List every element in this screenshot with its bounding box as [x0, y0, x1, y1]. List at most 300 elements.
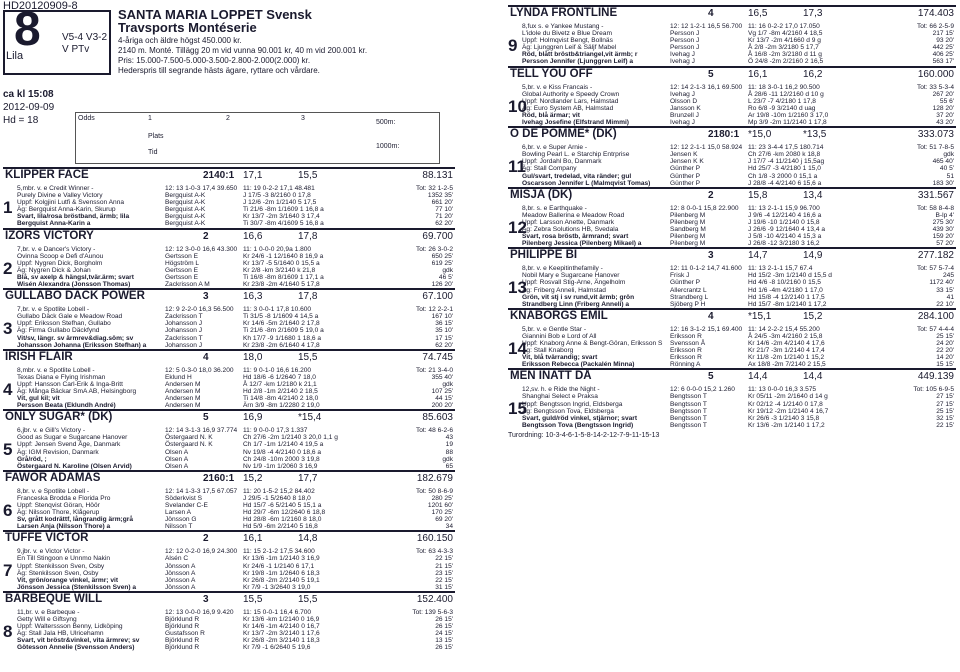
detail-line — [508, 233, 956, 240]
career-stats: 217 15' — [932, 30, 954, 38]
record-time: 17,3 — [803, 8, 823, 19]
detail-line — [3, 630, 455, 637]
detail-line — [508, 180, 956, 187]
hd-value: Hd = 18 — [3, 115, 39, 126]
total-earnings: 85.603 — [422, 412, 453, 424]
season-stats: 12: 14 1-3-3 17,5 67.057 — [165, 487, 238, 495]
detail-line — [3, 327, 455, 334]
detail-text: Äg: Bengtsson Tova, Eldsberga — [522, 407, 614, 415]
prev-season-stats: Kr 02/12 -4 1/2140 0 17,8 — [748, 400, 823, 408]
detail-line — [3, 488, 455, 495]
season-stats: Björklund R — [165, 637, 200, 645]
best-time: 15,8 — [748, 189, 768, 201]
prev-season-stats: Hd 15/7 -6 5/2140 5 15,1 a — [243, 502, 322, 509]
horse-details — [508, 326, 956, 369]
prev-season-stats: Hd 15/7 -8m 1/2140 1 17,2 — [748, 300, 827, 308]
career-stats: 69 20' — [435, 516, 453, 524]
best-time: 17,1 — [243, 170, 263, 181]
total-earnings: 449.139 — [917, 371, 954, 383]
prev-season-stats: 11: 20 1-5-2 15,2 84.402 — [243, 487, 315, 495]
game-type-1: V5-4 V3-2 — [62, 32, 108, 43]
detail-text: Uppf: Walterssson Benny, Lidköping — [17, 623, 123, 631]
detail-line — [508, 91, 956, 98]
season-stats: Olsson D — [670, 97, 698, 105]
horse-header — [3, 470, 455, 488]
prev-season-stats: 11: 9 0-1-0 16,6 16.200 — [243, 366, 312, 374]
career-stats: 107 25' — [431, 387, 453, 395]
prev-season-stats: 11: 14 2-2-2 15,4 55.200 — [748, 325, 820, 333]
prev-season-stats: Kr 7/9 -1 6/2640 5 19,6 — [243, 644, 311, 652]
prev-season-stats: 11: 18 3-0-1 16,2 90.500 — [748, 83, 820, 91]
prev-season-stats: Ti 21/6 -8m 2/1609 5 19,0 a — [243, 327, 324, 335]
career-stats: 32 15' — [936, 414, 954, 422]
detail-text: Uppf: Nygren Dick, Borgholm — [17, 259, 103, 267]
horse-header — [508, 247, 956, 265]
race-time-block — [3, 88, 54, 127]
prev-season-stats: Kr 14/6 -5m 2/1640 2 17,8 — [243, 320, 320, 328]
detail-text: Grön, vit stj i sv rund,vit ärmb; grön — [522, 293, 635, 301]
career-stats: Tot: 50 8-6-9 — [415, 487, 453, 495]
detail-text: Ovinna Scoop e Defi d'Aunou — [17, 252, 104, 260]
horse-name: TELL YOU OFF — [510, 67, 593, 80]
detail-line — [3, 342, 455, 349]
detail-text: Meadow Ballerina e Meadow Road — [522, 211, 625, 219]
start-distance: 4 — [203, 351, 209, 363]
race-number: 8 — [14, 3, 41, 56]
record-time: 16,2 — [803, 68, 823, 80]
season-stats: 12: 8 0-0-1 15,8 22.900 — [670, 204, 739, 212]
detail-text: Svart, lila/rosa bröstband, ärmb; lila — [17, 213, 130, 221]
detail-text: Strandberg Linn (Friberg Anneli) a — [522, 300, 630, 308]
season-stats: Günther P — [670, 172, 701, 180]
tid-label: Tid — [148, 149, 158, 156]
detail-text: Jönsson Jessica (Stenkilsson Sven) a — [17, 583, 137, 591]
detail-text: Äg: IGM Revision, Danmark — [17, 448, 99, 456]
prev-season-stats: Kh 17/7 -9 1/1680 1 18,6 a — [243, 334, 322, 342]
prev-season-stats: Kr 19/8 -1m 1/2640 6 18,3 — [243, 569, 320, 577]
horse-details — [3, 306, 455, 349]
horse-number: 10 — [508, 96, 527, 116]
season-stats: Söderkvist S — [165, 494, 203, 502]
career-stats: 44 15' — [435, 395, 453, 403]
season-stats: Gertsson E — [165, 266, 198, 274]
career-stats: 1201 60' — [427, 502, 453, 509]
detail-line — [3, 523, 455, 530]
career-stats: Tot: 57 5-7-4 — [916, 265, 954, 273]
detail-text: Uppf: Rosvall Stig-Arne, Ängelholm — [522, 279, 626, 287]
start-distance: 2 — [708, 189, 714, 201]
prev-season-stats: Hd 5/9 -6m 2/2140 5 16,8 — [243, 523, 318, 531]
horse-details — [3, 609, 455, 652]
prev-season-stats: Kr 14/6 -1m 4/2140 0 16,7 — [243, 623, 320, 631]
career-stats: Tot: 105 6-9-5 — [913, 386, 954, 394]
detail-text: Vit, blå tvärrandig; svart — [522, 354, 598, 362]
horse-details — [3, 367, 455, 410]
horse-number: 12 — [508, 217, 527, 237]
prev-season-stats: Ärn 3/9 -8m 1/2280 2 19,0 — [243, 402, 320, 410]
race-date: 2012-09-09 — [3, 102, 55, 113]
career-stats: 93 20' — [936, 37, 954, 45]
record-time: 15,5 — [298, 170, 318, 181]
season-stats: Zackrisson A M — [165, 281, 210, 289]
best-time: 16,9 — [243, 412, 263, 424]
season-stats: Bergquist A-K — [165, 213, 206, 221]
odds-label: Odds — [78, 115, 95, 122]
season-stats: 12: 11 0-1-2 14,7 41.600 — [670, 265, 742, 273]
season-stats: Johansson J — [165, 320, 203, 328]
career-stats: 40 5' — [939, 165, 954, 173]
detail-text: 7,br. v. e Dancer's Victory - — [17, 245, 96, 253]
start-distance: 5 — [203, 412, 209, 424]
horse-entry — [3, 288, 455, 349]
prev-season-stats: Kr 13/6 -1m 1/2140 3 16,9 — [243, 555, 320, 563]
detail-line — [508, 205, 956, 212]
season-stats: Andersen M — [165, 402, 201, 410]
prev-season-stats: Ti 30/7 -8m 4/1609 5 16,8 a — [243, 220, 324, 228]
detail-line — [508, 112, 956, 119]
career-stats: 245 — [942, 272, 954, 280]
detail-text: Uppf: Jensen Svend Åge, Danmark — [17, 441, 121, 449]
horse-entry — [508, 247, 956, 308]
season-stats: Eklund H — [165, 373, 192, 381]
season-stats: Persson J — [670, 37, 700, 45]
start-distance: 2 — [203, 230, 209, 242]
detail-line — [3, 395, 455, 402]
horse-name: KLIPPER FACE — [5, 169, 89, 181]
horse-entry — [508, 187, 956, 248]
race-info-line: Hederspris till segrande hästs ägare, ryttare och vårdare. — [118, 66, 320, 75]
best-time: 16,1 — [748, 68, 768, 80]
detail-text: Äg: Bergquist Anna-Karin, Skurup — [17, 206, 116, 214]
horse-header — [508, 187, 956, 205]
career-stats: gdk — [943, 151, 954, 159]
detail-text: Uppf: Stenkilsson Sven, Osby — [17, 562, 105, 570]
detail-line — [3, 220, 455, 227]
career-stats: 62 20' — [435, 220, 453, 228]
detail-text: Röd, blå ärmar; vit — [522, 111, 580, 119]
career-stats: 23 15' — [435, 569, 453, 577]
career-stats: 275 30' — [932, 218, 954, 226]
season-stats: 12: 14 2-1-3 16,1 69.500 — [670, 83, 743, 91]
detail-text: Svart, rosa bröstb, ärmrand; svart — [522, 233, 629, 241]
prev-season-stats: 11: 13 0-0-0 16,3 3.575 — [748, 386, 817, 394]
season-stats: Östergaard N. K — [165, 441, 213, 449]
horse-name: PHILIPPE BI — [510, 249, 578, 262]
prev-season-stats: J 26/8 -12 3/2180 3 16,2 — [748, 240, 820, 248]
horse-details — [3, 246, 455, 289]
career-stats: Tot: 33 5-3-4 — [916, 83, 954, 91]
detail-line — [3, 267, 455, 274]
detail-text: Gullabo Däck Gale e Meadow Road — [17, 313, 123, 321]
prev-season-stats: Kr 14/6 -2m 4/2140 4 17,6 — [748, 340, 825, 347]
detail-line — [508, 144, 956, 151]
detail-text: Johansson Johanna (Eriksson Stefhan) a — [17, 341, 147, 349]
career-stats: 46 5' — [438, 273, 453, 281]
career-stats: 26 15' — [435, 623, 453, 631]
best-time: 16,5 — [748, 8, 768, 19]
career-stats: 159 20' — [932, 233, 954, 241]
season-stats: Larsen A — [165, 509, 192, 517]
detail-text: En Till Stingoon e Unnmo Nakin — [17, 555, 111, 563]
detail-text: Oscarsson Jennifer L (Malmqvist Tomas) — [522, 179, 651, 187]
total-earnings: 160.150 — [416, 533, 453, 545]
prev-season-stats: J 9/6 -4 12/2140 4 16,6 a — [748, 211, 822, 219]
season-stats: Pilenberg M — [670, 211, 706, 219]
detail-text: Purely Divine e Valley Victory — [17, 192, 103, 200]
career-stats: 355 40' — [431, 373, 453, 381]
career-stats: 35 10' — [435, 327, 453, 335]
detail-text: Äg: Stall Company — [522, 165, 577, 173]
horse-number: 3 — [3, 319, 13, 339]
season-stats: Olsen A — [165, 455, 189, 463]
horse-name: MEN INATT DÅ — [510, 370, 592, 383]
career-stats: 200 20' — [431, 402, 453, 410]
season-stats: Jensen K — [670, 151, 698, 159]
career-stats: 26 15' — [435, 644, 453, 652]
start-distance: 4 — [708, 310, 714, 322]
season-stats: Eriksson R — [670, 347, 702, 355]
career-stats: 26 15' — [435, 616, 453, 624]
horse-name: IZORS VICTORY — [5, 229, 94, 242]
career-stats: 13 15' — [435, 637, 453, 645]
season-stats: Zackrisson T — [165, 334, 203, 342]
detail-line — [508, 340, 956, 347]
prev-season-stats: Hd 25/7 -3 4/2180 1 15,0 — [748, 165, 821, 173]
horse-entry — [3, 591, 455, 652]
season-stats: Frisk J — [670, 272, 690, 280]
record-time: 15,5 — [298, 351, 318, 363]
prev-season-stats: Kr 24/6 -1 1/2140 6 17,1 — [243, 562, 315, 570]
best-time: *15,1 — [748, 310, 772, 322]
career-stats: 88 — [445, 448, 453, 456]
career-stats: 65 — [445, 462, 453, 470]
prev-season-stats: 11: 3 0-0-1 17,8 10.600 — [243, 306, 312, 314]
detail-line — [508, 151, 956, 158]
detail-line — [508, 361, 956, 368]
horse-name: TUFFE VICTOR — [5, 532, 89, 545]
detail-text: Äg: Stall Jala HB, Ulricehamn — [17, 630, 104, 638]
prev-season-stats: Vg 1/7 -8m 4/2160 4 18,5 — [748, 30, 823, 38]
season-stats: Bergquist A-K — [165, 220, 206, 228]
detail-text: Uppf: Eriksson Stefhan, Gullabo — [17, 320, 111, 328]
prev-season-stats: Kr 23/8 -2m 6/1640 4 17,8 — [243, 341, 320, 349]
detail-text: Giannini Bob e Lord of All — [522, 332, 597, 340]
best-time: *15,0 — [748, 129, 772, 141]
detail-text: 8,mbr. v. e Spotlite Lobell - — [17, 366, 95, 374]
season-stats: Bergquist A-K — [165, 206, 206, 214]
total-earnings: 333.073 — [917, 129, 954, 141]
prev-season-stats: Kr 13/7 -5 5/1640 0 15,5 a — [243, 259, 320, 267]
career-stats: 24 15' — [435, 630, 453, 638]
prev-season-stats: Å 12/7 -km 1/2180 k 21,1 — [243, 380, 317, 388]
detail-text: Wisén Alexandra (Jonsson Thomas) — [17, 281, 131, 289]
detail-line — [508, 212, 956, 219]
season-stats: Bengtsson T — [670, 414, 707, 422]
career-stats: gdk — [442, 266, 453, 274]
prev-season-stats: Kr 19/12 -2m 1/2140 4 16,7 — [748, 407, 829, 415]
career-stats: 439 30' — [932, 225, 954, 233]
detail-text: Äg: Ljunggren Leif & Säljf Mabel — [522, 44, 617, 52]
prev-season-stats: Kr 24/6 -1 12/1640 8 16,9 a — [243, 252, 324, 260]
prev-season-stats: Ch 1/7 -1m 1/2140 4 19,5 a — [243, 441, 324, 449]
record-time: 17,8 — [298, 291, 318, 303]
career-stats: 21 15' — [435, 562, 453, 570]
race-info-line: 4-åriga och äldre högst 450.000 kr. — [118, 36, 242, 45]
detail-text: Östergaard N. Karoline (Olsen Arvid) — [17, 462, 132, 470]
horse-entry — [508, 368, 956, 429]
detail-text: Uppf: Jordahl Bo, Danmark — [522, 158, 602, 166]
career-stats: 22 15' — [435, 555, 453, 563]
season-stats: Brunzell J — [670, 111, 699, 119]
detail-text: Äg: Många Bäckar SmA AB, Helsingborg — [17, 387, 137, 395]
detail-text: Äg: Nygren Dick & Johan — [17, 266, 91, 274]
season-stats: Jönsson A — [165, 562, 196, 570]
career-stats: 31 15' — [435, 583, 453, 591]
career-stats: 33 15' — [936, 286, 954, 294]
season-stats: 12: 13 0-0-0 16,9 9.420 — [165, 608, 234, 616]
prev-season-stats: Ax 18/8 -2m 7/2140 2 15,5 — [748, 361, 826, 369]
horse-name: KNABORGS EMIL — [510, 309, 608, 322]
season-stats: 12: 12 0-2-0 16,9 24.300 — [165, 548, 238, 556]
season-stats: Jönsson A — [165, 583, 196, 591]
season-stats: Andersen M — [165, 380, 201, 388]
prev-season-stats: Mp 3/9 -2m 11/2140 1 17,8 — [748, 119, 827, 127]
career-stats: 25 15' — [936, 407, 954, 415]
detail-line — [508, 354, 956, 361]
detail-line — [508, 226, 956, 233]
horse-entry — [3, 530, 455, 591]
detail-line — [508, 287, 956, 294]
detail-line — [508, 30, 956, 37]
start-distance: 2160:1 — [203, 472, 235, 484]
horse-name: GULLABO DÄCK POWER — [5, 290, 145, 303]
horse-entry — [508, 66, 956, 127]
prev-season-stats: Ti 16/8 -8m 8/1609 1 17,1 a — [243, 273, 324, 281]
prev-season-stats: Kr 13/7 -2m 4/1660 d 9 g — [748, 37, 821, 45]
career-stats: 22 15' — [936, 421, 954, 429]
total-earnings: 152.400 — [416, 593, 453, 605]
detail-text: Äg: Euro System AB, Halmstad — [522, 104, 614, 112]
detail-text: Good as Sugar e Sugarcane Hanover — [17, 434, 128, 442]
total-earnings: 174.403 — [917, 8, 954, 19]
detail-text: 8,br. v. e Spotlite Lobell - — [17, 487, 90, 495]
detail-text: 6,br. v. e Super Arnie - — [522, 144, 588, 152]
prev-season-stats: J 28/8 -4 4/2140 6 15,6 a — [748, 179, 822, 187]
prev-season-stats: Å 28/6 -11 12/2160 d 10 g — [748, 90, 824, 98]
detail-text: Uppf: Knaborg Anne & Bengt-Göran, Eriksson S — [522, 340, 663, 347]
season-stats: Jönsson A — [165, 576, 196, 584]
detail-text: Äg: Friberg Anneli, Halmstad — [522, 286, 606, 294]
season-stats: Högström L — [165, 259, 200, 267]
career-stats: 22 10' — [936, 300, 954, 308]
detail-text: 7,br. v. e Spotlite Lobell - — [17, 306, 90, 314]
career-stats: gdk — [442, 455, 453, 463]
detail-text: Svart, vit bröstr&vinkel, vita ärmrev; sv — [17, 637, 140, 645]
prev-season-stats: Å 24/5 -3m 4/2160 2 15,8 — [748, 332, 823, 340]
prev-season-stats: Ar 19/8 -10m 1/2160 3 17,0 — [748, 111, 829, 119]
season-stats: Olsen A — [165, 462, 189, 470]
season-stats: Sjöberg P H — [670, 300, 706, 308]
race-info — [118, 36, 367, 76]
prev-season-stats: Kr 13/6 -km 1/2140 0 16,9 — [243, 616, 320, 624]
prev-season-stats: J 26/6 -9 12/1640 4 13,4 a — [748, 225, 825, 233]
record-time: 17,8 — [298, 230, 318, 242]
race-title-line1: SANTA MARIA LOPPET Svensk — [118, 7, 312, 22]
detail-line — [508, 408, 956, 415]
detail-line — [3, 206, 455, 213]
career-stats: 619 25' — [431, 259, 453, 267]
detail-text: 5,br. v. e Kiss Francais - — [522, 83, 593, 91]
season-stats: Ivehag J — [670, 119, 695, 127]
start-order-footer: Turordning: 10-3-4-6-1-5-8-14-2-12-7-9-11-15-13 — [508, 431, 660, 439]
career-stats: 36 15' — [435, 320, 453, 328]
detail-text: Bergquist Anna-Karin a — [17, 220, 91, 228]
horse-header — [508, 5, 956, 23]
horse-name: IRISH FLAIR — [5, 350, 73, 363]
horse-number: 11 — [508, 157, 526, 177]
season-stats: Andersen M — [165, 387, 201, 395]
detail-line — [508, 119, 956, 126]
horse-header — [508, 308, 956, 326]
career-stats: Tot: 48 6-2-6 — [415, 427, 453, 435]
career-stats: 25 15' — [936, 332, 954, 340]
detail-line — [3, 213, 455, 220]
detail-line — [3, 495, 455, 502]
horse-number: 14 — [508, 338, 527, 358]
career-stats: 267 20' — [932, 90, 954, 98]
race-info-line: Pris: 15.000-7.500-5.000-3.500-2.800-2.000(2.000) kr. — [118, 56, 311, 65]
career-stats: B-lp 4' — [935, 211, 954, 219]
detail-line — [3, 374, 455, 381]
detail-line — [508, 386, 956, 393]
career-stats: Tot: 66 2-5-9 — [916, 23, 954, 30]
horse-header — [508, 66, 956, 84]
horse-number: 2 — [3, 258, 13, 278]
detail-line — [3, 644, 455, 651]
record-time: 14,8 — [298, 533, 318, 545]
detail-line — [3, 274, 455, 281]
career-stats: 167 10' — [431, 313, 453, 321]
career-stats: 650 25' — [431, 252, 453, 260]
best-time: 16,1 — [243, 533, 263, 545]
prev-season-stats: Hd 15/8 -4 12/2140 1 17,5 — [748, 293, 825, 301]
detail-text: Nobil Mary e Sugarcane Hanover — [522, 272, 620, 280]
detail-text: Grå/röd, ; — [17, 455, 47, 463]
start-distance: 4 — [708, 8, 714, 19]
detail-line — [508, 294, 956, 301]
prev-season-stats: Å 2/8 -2m 3/2180 5 17,7 — [748, 44, 819, 52]
plats-label: Plats — [148, 133, 164, 140]
detail-line — [3, 555, 455, 562]
prev-season-stats: Ch 27/6 -2m 1/2140 3 20,0 1,1 g — [243, 434, 338, 442]
detail-text: Ivehag Josefine (Elfstrand Mimmi) — [522, 119, 629, 127]
prev-season-stats: 11: 15 0-0-1 16,4 6.700 — [243, 608, 312, 616]
detail-line — [508, 415, 956, 422]
detail-line — [3, 609, 455, 616]
season-stats: Gertsson E — [165, 273, 198, 281]
detail-line — [3, 313, 455, 320]
total-earnings: 67.100 — [422, 291, 453, 303]
prev-season-stats: Kr 2/8 -km 3/2140 k 21,8 — [243, 266, 316, 274]
detail-line — [3, 253, 455, 260]
career-stats: 170 25' — [431, 509, 453, 517]
career-stats: 37 20' — [936, 111, 954, 119]
prev-season-stats: Hd 4/6 -8 10/2160 0 15,5 — [748, 279, 821, 287]
prev-season-stats: J 19/6 -10 1/2140 0 15,8 — [748, 218, 820, 226]
prev-season-stats: L 23/7 -7 4/2180 1 17,8 — [748, 97, 816, 105]
horse-header — [508, 126, 956, 144]
game-type-2: V PTv — [62, 44, 90, 55]
